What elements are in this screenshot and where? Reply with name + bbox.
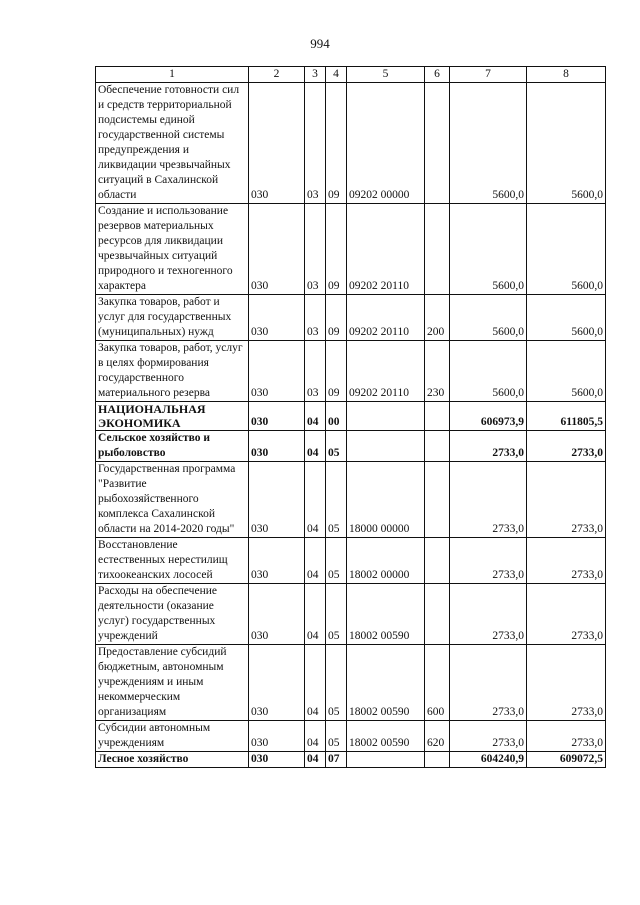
row-amount-2: 2733,0	[527, 538, 606, 584]
column-header: 5	[347, 67, 425, 83]
row-target-article: 18000 00000	[347, 462, 425, 538]
row-subsection-code: 00	[326, 402, 347, 431]
row-ved-code: 030	[249, 295, 305, 341]
column-header: 1	[96, 67, 249, 83]
row-name: Создание и использование резервов материальных ресурсов для ликвидации чрезвычайных ситуаций природного и техногенного характера	[96, 204, 249, 295]
column-header: 4	[326, 67, 347, 83]
row-section-code: 04	[305, 584, 326, 645]
row-expense-type: 620	[425, 721, 450, 752]
row-subsection-code: 05	[326, 584, 347, 645]
row-expense-type	[425, 584, 450, 645]
row-subsection-code: 05	[326, 462, 347, 538]
row-expense-type	[425, 538, 450, 584]
row-expense-type	[425, 462, 450, 538]
row-amount-2: 5600,0	[527, 295, 606, 341]
row-section-code: 04	[305, 721, 326, 752]
row-amount-1: 5600,0	[450, 295, 527, 341]
row-section-code: 04	[305, 462, 326, 538]
row-subsection-code: 05	[326, 721, 347, 752]
row-amount-1: 5600,0	[450, 83, 527, 204]
row-amount-1: 2733,0	[450, 721, 527, 752]
table-row	[96, 584, 606, 645]
row-amount-2: 2733,0	[527, 645, 606, 721]
row-name: Сельское хозяйство и рыболовство	[96, 431, 249, 462]
row-section-code: 04	[305, 538, 326, 584]
row-ved-code: 030	[249, 341, 305, 402]
table-row	[96, 341, 606, 402]
row-expense-type	[425, 83, 450, 204]
row-subsection-code: 05	[326, 431, 347, 462]
row-amount-2: 5600,0	[527, 204, 606, 295]
row-target-article: 18002 00000	[347, 538, 425, 584]
row-subsection-code: 05	[326, 538, 347, 584]
row-expense-type	[425, 402, 450, 431]
table-row	[96, 538, 606, 584]
header-row	[96, 67, 606, 83]
row-target-article: 09202 20110	[347, 341, 425, 402]
table-row	[96, 431, 606, 462]
row-subsection-code: 07	[326, 752, 347, 768]
table-row	[96, 645, 606, 721]
row-ved-code: 030	[249, 431, 305, 462]
row-name: Восстановление естественных нерестилищ тихоокеанских лососей	[96, 538, 249, 584]
row-subsection-code: 09	[326, 341, 347, 402]
row-amount-1: 2733,0	[450, 431, 527, 462]
row-amount-1: 5600,0	[450, 341, 527, 402]
row-name: Лесное хозяйство	[96, 752, 249, 768]
row-amount-2: 2733,0	[527, 721, 606, 752]
row-name: Закупка товаров, работ и услуг для государственных (муниципальных) нужд	[96, 295, 249, 341]
row-amount-2: 609072,5	[527, 752, 606, 768]
row-ved-code: 030	[249, 584, 305, 645]
row-amount-2: 5600,0	[527, 83, 606, 204]
row-ved-code: 030	[249, 462, 305, 538]
column-header: 7	[450, 67, 527, 83]
row-amount-1: 2733,0	[450, 462, 527, 538]
row-ved-code: 030	[249, 645, 305, 721]
row-subsection-code: 09	[326, 204, 347, 295]
table-row	[96, 462, 606, 538]
row-expense-type	[425, 204, 450, 295]
row-subsection-code: 09	[326, 83, 347, 204]
row-ved-code: 030	[249, 538, 305, 584]
row-amount-1: 604240,9	[450, 752, 527, 768]
row-ved-code: 030	[249, 204, 305, 295]
row-target-article: 09202 00000	[347, 83, 425, 204]
row-section-code: 03	[305, 341, 326, 402]
row-ved-code: 030	[249, 83, 305, 204]
row-name: НАЦИОНАЛЬНАЯ ЭКОНОМИКА	[96, 402, 249, 431]
row-target-article	[347, 402, 425, 431]
row-target-article: 09202 20110	[347, 204, 425, 295]
row-name: Предоставление субсидий бюджетным, автономным учреждениям и иным некоммерческим организациям	[96, 645, 249, 721]
row-amount-1: 2733,0	[450, 645, 527, 721]
row-expense-type: 200	[425, 295, 450, 341]
column-header: 3	[305, 67, 326, 83]
column-header: 2	[249, 67, 305, 83]
row-amount-2: 2733,0	[527, 584, 606, 645]
table-row	[96, 204, 606, 295]
row-subsection-code: 09	[326, 295, 347, 341]
row-expense-type: 600	[425, 645, 450, 721]
row-expense-type: 230	[425, 341, 450, 402]
row-amount-2: 5600,0	[527, 341, 606, 402]
table-row	[96, 402, 606, 431]
column-header: 6	[425, 67, 450, 83]
row-name: Закупка товаров, работ, услуг в целях формирования государственного материального резерва	[96, 341, 249, 402]
row-amount-2: 2733,0	[527, 462, 606, 538]
row-section-code: 04	[305, 645, 326, 721]
row-amount-1: 5600,0	[450, 204, 527, 295]
row-name: Расходы на обеспечение деятельности (оказание услуг) государственных учреждений	[96, 584, 249, 645]
row-amount-1: 2733,0	[450, 584, 527, 645]
row-target-article	[347, 752, 425, 768]
row-section-code: 04	[305, 431, 326, 462]
row-target-article	[347, 431, 425, 462]
table-row	[96, 752, 606, 768]
row-ved-code: 030	[249, 721, 305, 752]
row-name: Государственная программа "Развитие рыбохозяйственного комплекса Сахалинской области на 2014-2020 годы"	[96, 462, 249, 538]
row-section-code: 04	[305, 752, 326, 768]
row-target-article: 18002 00590	[347, 721, 425, 752]
row-target-article: 18002 00590	[347, 584, 425, 645]
row-expense-type	[425, 431, 450, 462]
row-amount-1: 606973,9	[450, 402, 527, 431]
row-subsection-code: 05	[326, 645, 347, 721]
table-row	[96, 721, 606, 752]
row-section-code: 04	[305, 402, 326, 431]
row-section-code: 03	[305, 295, 326, 341]
row-target-article: 18002 00590	[347, 645, 425, 721]
row-name: Обеспечение готовности сил и средств территориальной подсистемы единой государственной системы предупреждения и ликвидации чрезвычайных ситуаций в Сахалинской области	[96, 83, 249, 204]
row-section-code: 03	[305, 83, 326, 204]
row-section-code: 03	[305, 204, 326, 295]
row-amount-1: 2733,0	[450, 538, 527, 584]
row-target-article: 09202 20110	[347, 295, 425, 341]
row-ved-code: 030	[249, 752, 305, 768]
row-amount-2: 2733,0	[527, 431, 606, 462]
row-expense-type	[425, 752, 450, 768]
row-name: Субсидии автономным учреждениям	[96, 721, 249, 752]
column-header: 8	[527, 67, 606, 83]
table-row	[96, 295, 606, 341]
row-ved-code: 030	[249, 402, 305, 431]
row-amount-2: 611805,5	[527, 402, 606, 431]
table-row	[96, 83, 606, 204]
page-number: 994	[310, 36, 330, 51]
budget-table	[95, 66, 606, 768]
